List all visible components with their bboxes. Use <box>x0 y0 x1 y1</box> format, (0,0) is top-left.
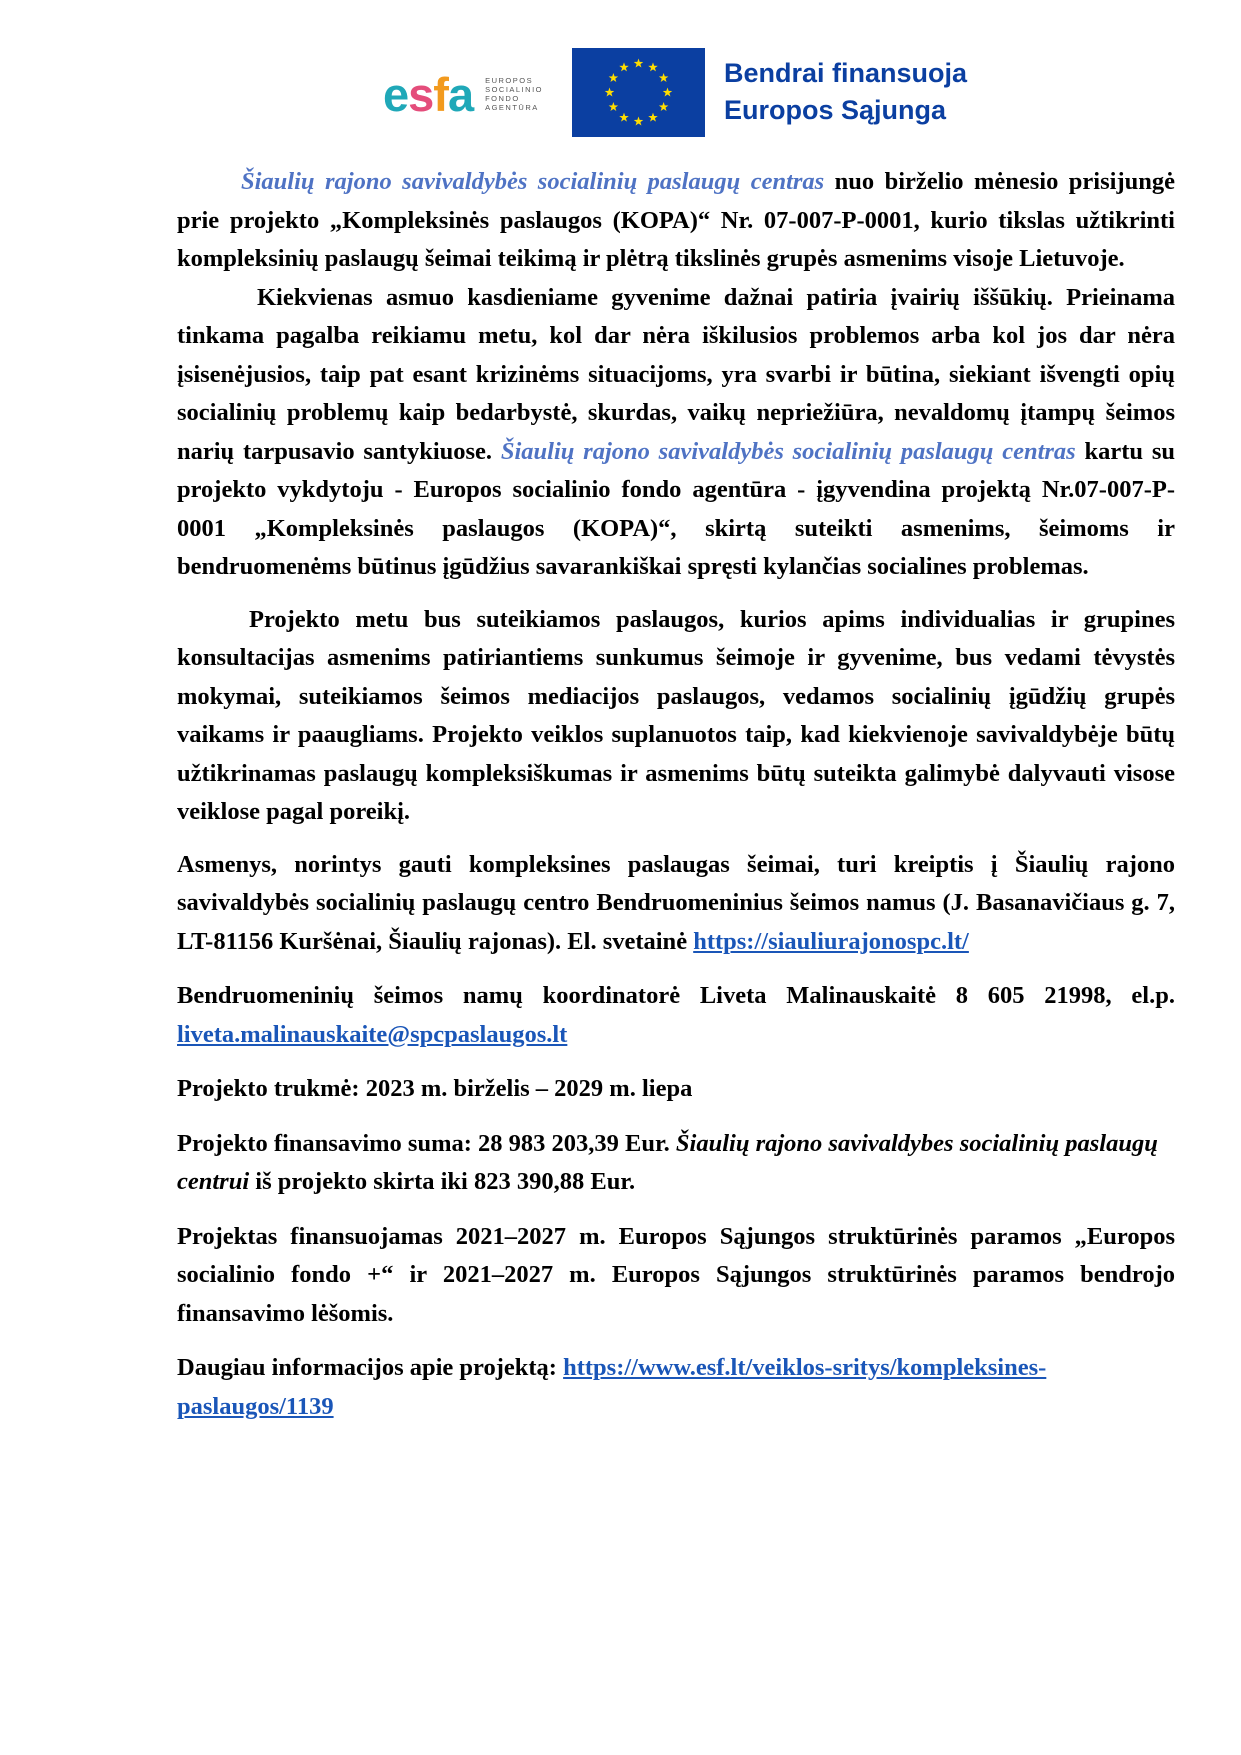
esfa-letter-a: a <box>447 67 474 121</box>
eu-star <box>634 117 644 126</box>
esfa-subtitle-line: AGENTŪRA <box>485 103 539 112</box>
paragraph-text: nuo birželio mėnesio prisijungė prie projekto „Kompleksinės paslaugos (KOPA)“ Nr. 07-007-P-0001, kurio tikslas užtikrinti kompleksinių paslaugų šeimai teikimą ir plėtrą tikslinės grupės asmenims visoje Lietuvoje. <box>177 168 1175 272</box>
eu-star <box>648 113 658 122</box>
esfa-subtitle <box>485 76 543 112</box>
paragraph-text: Asmenys, norintys gauti kompleksines paslaugas šeimai, turi kreiptis į Šiaulių rajono savivaldybės socialinių paslaugų centro Bendruomeninius šeimos namus (J. Basanavičiaus g. 7, LT-81156 Kuršėnai, Šiaulių rajonas). El. svetainė <box>177 850 1175 955</box>
paragraph-text: kartu su projekto vykdytoju - Europos socialinio fondo agentūra - įgyvendina projektą Nr.07-007-P-0001 „Kompleksinės paslaugos (KOPA)“, skirtą suteikti asmenims, šeimoms ir bendruomenėms būtinus įgūdžius savarankiškai spręsti kylančias socialines problemas. <box>177 437 1175 580</box>
eu-star <box>663 88 673 97</box>
esfa-logo <box>383 64 543 124</box>
paragraph-more-info <box>177 1349 1175 1426</box>
org-name: Šiaulių rajono savivaldybes socialinių paslaugų centrui <box>177 1129 1158 1195</box>
eu-star <box>634 59 644 68</box>
document-body <box>177 163 1175 1426</box>
eu-label-line2: Europos Sąjunga <box>724 95 947 125</box>
paragraph-text: iš projekto skirta iki 823 390,88 Eur. <box>249 1168 636 1195</box>
paragraph-duration: Projekto trukmė: 2023 m. birželis – 2029 m. liepa <box>177 1075 693 1102</box>
eu-star <box>659 73 669 82</box>
esfa-subtitle-line: SOCIALINIO <box>485 85 544 94</box>
eu-cofunded-label <box>724 55 967 129</box>
eu-star <box>609 73 619 82</box>
paragraph-coordinator <box>177 977 1175 1054</box>
paragraph-services: Projekto metu bus suteikiamos paslaugos, kurios apims individualias ir grupines konsultacijas asmenims patiriantiems sunkumus šeimoje ir gyvenime, bus vedami tėvystės mokymai, suteikiamos šeimos mediacijos paslaugos, vedamos socialinių įgūdžių grupės vaikams ir paaugliams. Projekto veiklos suplanuotos taip, kad kiekvienoje savivaldybėje būtų užtikrinamas paslaugų kompleksiškumas ir asmenims būtų suteikta galimybė dalyvauti visose veiklose pagal poreikį. <box>177 605 1175 825</box>
email-link[interactable]: liveta.malinauskaite@spcpaslaugos.lt <box>177 1020 568 1048</box>
paragraph-context <box>177 279 1175 587</box>
esfa-subtitle-line: EUROPOS <box>485 76 534 85</box>
paragraph-text: Daugiau informacijos apie projektą: <box>177 1354 564 1381</box>
paragraph-intro <box>177 163 1175 279</box>
esfa-letter-e: e <box>383 67 409 121</box>
eu-flag-icon <box>572 48 705 137</box>
esfa-wordmark <box>383 67 474 121</box>
paragraph-contact <box>177 846 1175 962</box>
eu-star <box>609 102 619 111</box>
esfa-letter-f: f <box>433 67 448 121</box>
eu-star <box>648 62 658 71</box>
org-name: Šiaulių rajono savivaldybės socialinių paslaugų centras <box>241 168 825 195</box>
paragraph-financing-source: Projektas finansuojamas 2021–2027 m. Europos Sąjungos struktūrinės paramos „Europos socialinio fondo +“ ir 2021–2027 m. Europos Sąjungos struktūrinės paramos bendrojo finansavimo lėšomis. <box>177 1222 1175 1327</box>
paragraph-text: Kiekvienas asmuo kasdieniame gyvenime dažnai patiria įvairių iššūkių. Prieinama tinkama pagalba reikiamu metu, kol dar nėra iškilusios problemos arba kol jos dar nėra įsisenėjusios, taip pat esant krizinėms situacijoms, yra svarbi ir būtina, siekiant išvengti opių socialinių problemų kaip bedarbystė, skurdas, vaikų nepriežiūra, nevaldomų įtampų šeimos narių tarpusavio santykiuose. <box>177 283 1175 465</box>
website-link[interactable]: https://siauliurajonospc.lt/ <box>693 927 969 955</box>
eu-star <box>605 88 615 97</box>
esfa-letter-s: s <box>408 67 434 121</box>
esfa-subtitle-line: FONDO <box>485 94 520 103</box>
paragraph-text: Bendruomeninių šeimos namų koordinatorė Liveta Malinauskaitė 8 605 21998, el.p. <box>177 982 1175 1009</box>
eu-star <box>619 113 629 122</box>
project-info-link[interactable]: https://www.esf.lt/veiklos-sritys/kompleksines-paslaugos/1139 <box>177 1354 1047 1420</box>
eu-star <box>619 62 629 71</box>
paragraph-text: Projekto finansavimo suma: 28 983 203,39 Eur. <box>177 1129 676 1157</box>
eu-label-line1: Bendrai finansuoja <box>724 58 968 88</box>
paragraph-funding <box>177 1125 1175 1202</box>
eu-star <box>659 102 669 111</box>
org-name: Šiaulių rajono savivaldybės socialinių paslaugų centras <box>500 437 1076 465</box>
